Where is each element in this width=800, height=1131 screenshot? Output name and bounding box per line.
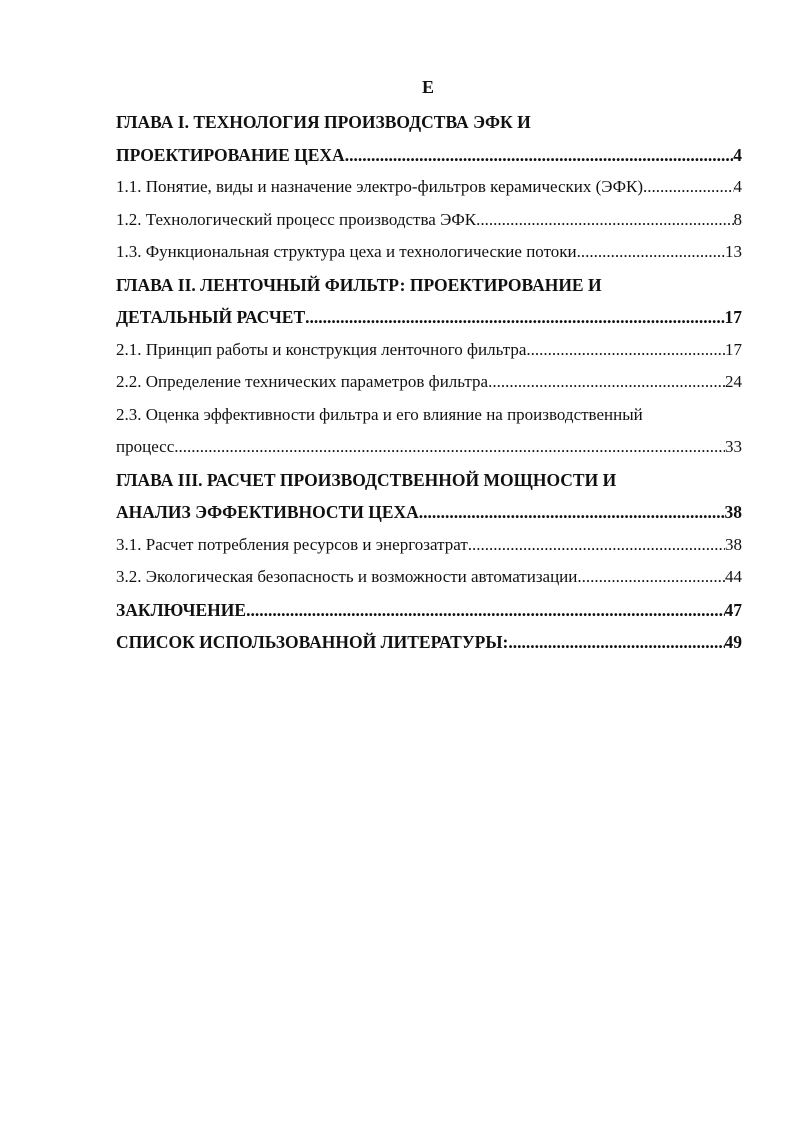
toc-entry-text: ПРОЕКТИРОВАНИЕ ЦЕХА xyxy=(116,144,345,165)
toc-leader xyxy=(246,594,724,627)
toc-entry-text: ЗАКЛЮЧЕНИЕ xyxy=(116,599,247,620)
toc-leader xyxy=(508,626,724,659)
toc-entry[interactable] xyxy=(116,626,742,659)
toc-entry-text: 1.2. Технологический процесс производства ЭФК xyxy=(116,209,477,229)
table-of-contents xyxy=(116,106,742,659)
toc-entry[interactable] xyxy=(116,594,742,627)
toc-page-number: 44 xyxy=(725,567,742,586)
toc-page-number: 4 xyxy=(733,144,742,165)
toc-page-number: 8 xyxy=(733,209,742,229)
toc-entry-text: ДЕТАЛЬНЫЙ РАСЧЕТ xyxy=(116,307,306,327)
toc-entry[interactable] xyxy=(116,334,742,367)
toc-page-number: 38 xyxy=(725,534,742,554)
toc-entry[interactable] xyxy=(116,236,742,269)
toc-entry[interactable] xyxy=(116,366,742,399)
toc-entry-text: процесс xyxy=(116,437,175,456)
toc-entry[interactable] xyxy=(116,464,742,497)
toc-entry-text: АНАЛИЗ ЭФФЕКТИВНОСТИ ЦЕХА xyxy=(116,502,419,522)
toc-entry[interactable] xyxy=(116,171,742,204)
toc-entry-text: 3.2. Экологическая безопасность и возможности автоматизации xyxy=(116,567,578,586)
toc-entry-text: 2.1. Принцип работы и конструкция ленточного фильтра xyxy=(116,339,527,359)
toc-entry-text: 1.3. Функциональная структура цеха и технологические потоки xyxy=(116,242,577,261)
toc-entry-text: 2.2. Определение технических параметров фильтра xyxy=(116,372,489,391)
toc-entry[interactable] xyxy=(116,269,742,302)
toc-entry[interactable] xyxy=(116,561,742,594)
page-heading: Е xyxy=(421,77,434,97)
toc-entry[interactable] xyxy=(116,106,742,139)
toc-page-number: 17 xyxy=(725,339,742,359)
toc-leader xyxy=(305,301,724,334)
toc-entry-text: ГЛАВА III. РАСЧЕТ ПРОИЗВОДСТВЕННОЙ МОЩНОСТИ И xyxy=(116,469,617,490)
toc-page-number: 33 xyxy=(725,437,742,456)
toc-leader xyxy=(345,139,734,172)
toc-leader xyxy=(476,204,733,237)
toc-leader xyxy=(526,334,725,367)
toc-page-number: 4 xyxy=(733,177,742,196)
toc-entry-text: СПИСОК ИСПОЛЬЗОВАННОЙ ЛИТЕРАТУРЫ: xyxy=(116,632,509,652)
toc-entry[interactable] xyxy=(116,204,742,237)
toc-leader xyxy=(577,236,725,269)
toc-leader xyxy=(488,366,725,399)
toc-entry-text: 1.1. Понятие, виды и назначение электро-фильтров керамических (ЭФК) xyxy=(116,177,644,196)
toc-leader xyxy=(468,529,725,562)
toc-page-number: 24 xyxy=(725,372,742,391)
toc-entry[interactable] xyxy=(116,496,742,529)
toc-leader xyxy=(419,496,725,529)
toc-leader xyxy=(577,561,725,594)
toc-page-number: 17 xyxy=(724,307,742,327)
toc-leader xyxy=(643,171,733,204)
toc-entry-text: 2.3. Оценка эффективности фильтра и его влияние на производственный xyxy=(116,404,643,424)
toc-entry-text: ГЛАВА II. ЛЕНТОЧНЫЙ ФИЛЬТР: ПРОЕКТИРОВАНИЕ И xyxy=(116,274,602,295)
toc-entry[interactable] xyxy=(116,529,742,562)
toc-page-number: 38 xyxy=(724,502,742,522)
toc-entry[interactable] xyxy=(116,431,742,464)
toc-entry[interactable] xyxy=(116,399,742,432)
toc-entry-text: 3.1. Расчет потребления ресурсов и энергозатрат xyxy=(116,534,468,554)
toc-page-number: 13 xyxy=(725,242,742,261)
toc-page-number: 47 xyxy=(724,599,742,620)
toc-leader xyxy=(174,431,725,464)
toc-entry[interactable] xyxy=(116,301,742,334)
toc-entry[interactable] xyxy=(116,139,742,172)
toc-page-number: 49 xyxy=(724,632,742,652)
toc-entry-text: ГЛАВА I. ТЕХНОЛОГИЯ ПРОИЗВОДСТВА ЭФК И xyxy=(116,112,531,132)
